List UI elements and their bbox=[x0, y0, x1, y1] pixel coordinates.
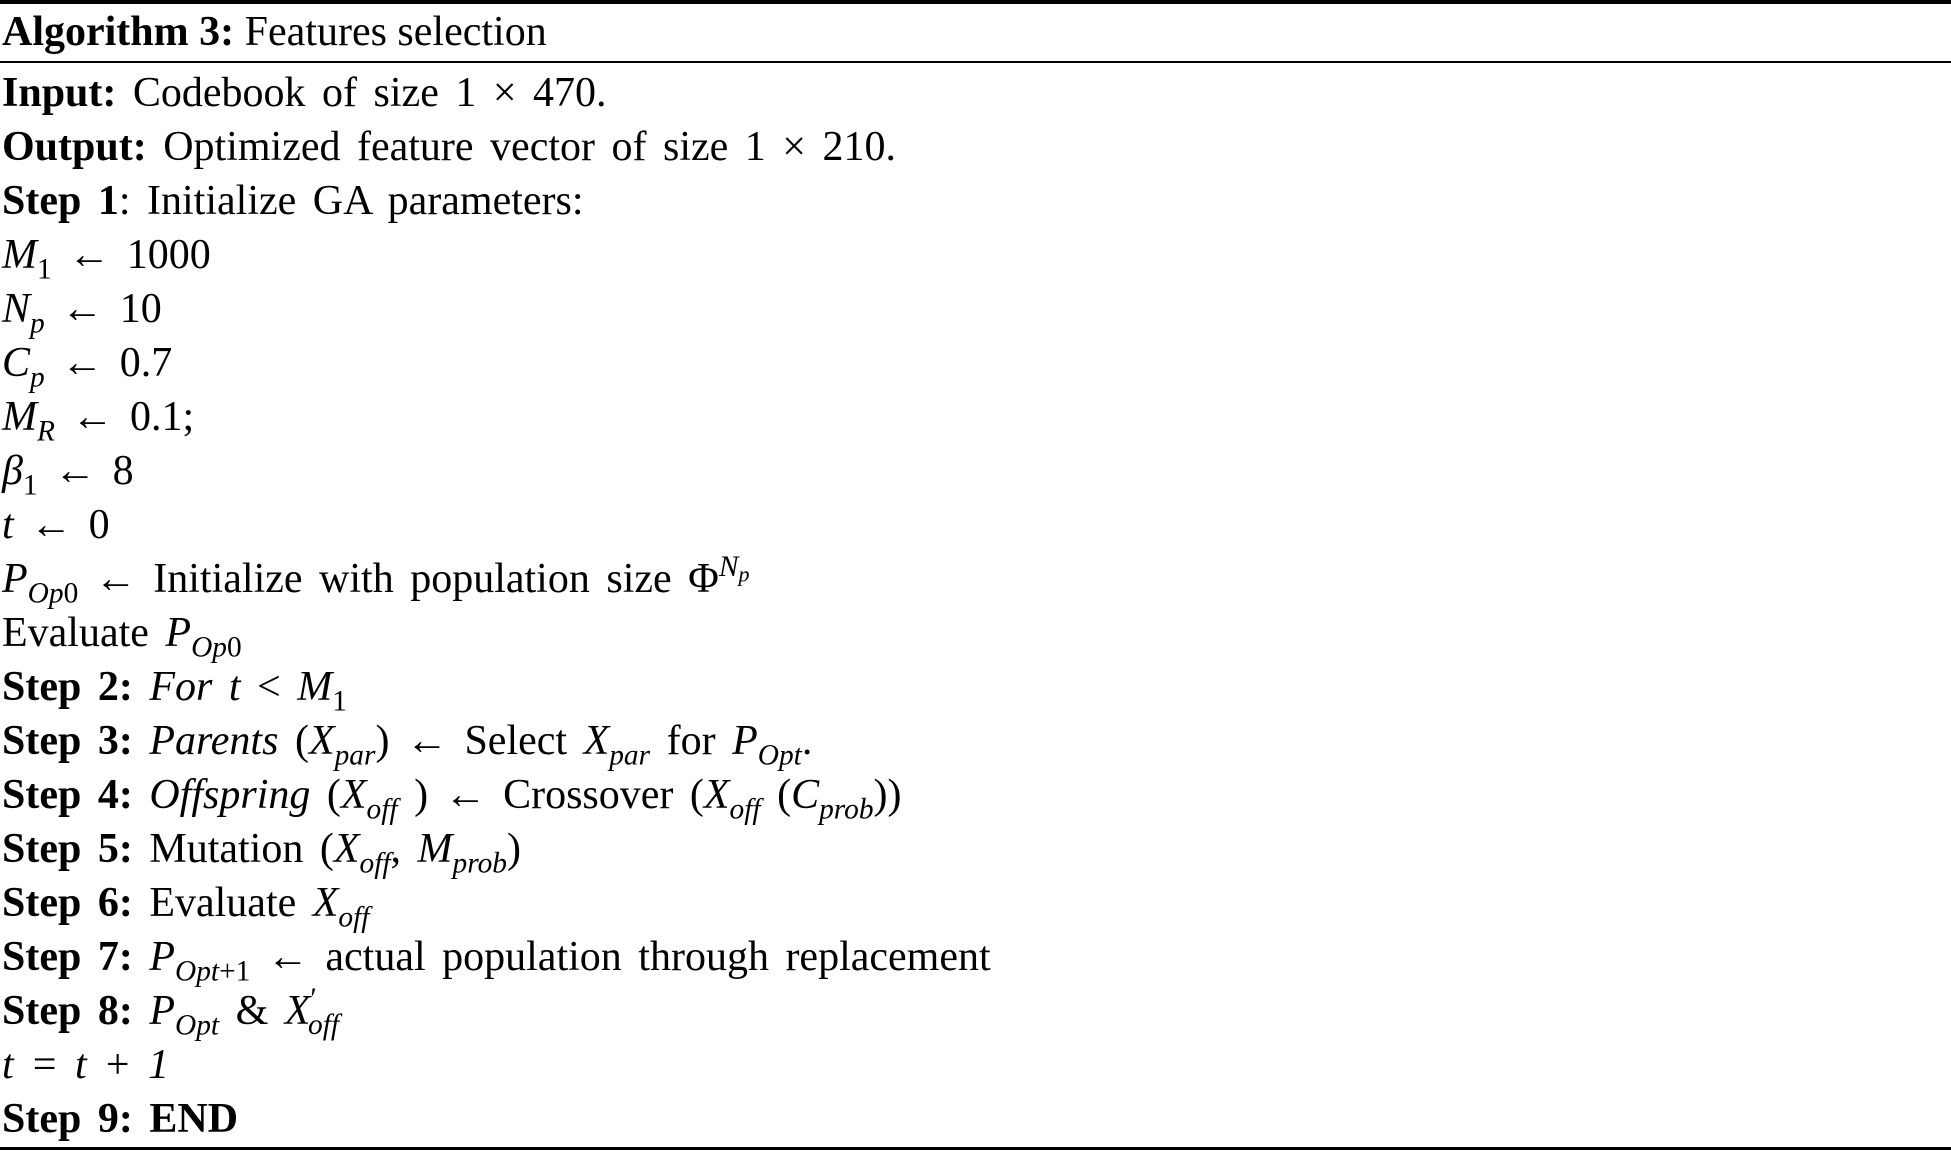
step4-crossover: Crossover bbox=[503, 772, 674, 818]
step6-evaluate: Evaluate bbox=[149, 880, 297, 926]
input-line bbox=[2, 66, 991, 120]
step3-select: Select bbox=[464, 718, 568, 764]
output-line bbox=[2, 120, 991, 174]
param-mr-value: 0.1; bbox=[129, 394, 195, 440]
step7-line: Step 7: $P_{Opt+1}$ ← actual population through replacement bbox=[2, 934, 991, 988]
init-population-text: Initialize with population size Φ bbox=[153, 556, 719, 602]
param-cp-value: 0.7 bbox=[119, 340, 173, 386]
step6-line: Step 6: Evaluate $X_{off}$ bbox=[2, 880, 370, 934]
param-beta-line: $\beta_1$ ← 8 bbox=[2, 448, 134, 502]
param-np-value: 10 bbox=[119, 286, 162, 332]
step9-line bbox=[2, 1092, 991, 1146]
title-rule bbox=[0, 61, 1951, 63]
param-cp-line: $C_p$ ← 0.7 bbox=[2, 340, 173, 394]
step5-label: Step 5: bbox=[2, 826, 133, 872]
algorithm-title: Features selection bbox=[244, 9, 547, 55]
param-np-line: $N_p$ ← 10 bbox=[2, 286, 162, 340]
step8-label: Step 8: bbox=[2, 988, 133, 1034]
param-t-value: 0 bbox=[88, 502, 110, 548]
init-population-line: $P_{Op0}$ ← Initialize with population size $\Phi^{N_p}$ bbox=[2, 550, 750, 610]
step7-label: Step 7: bbox=[2, 934, 133, 980]
update-t-text: t = t + 1 bbox=[2, 1042, 170, 1088]
step1-text: : Initialize GA parameters: bbox=[118, 178, 584, 224]
step4-offspring: Offspring bbox=[149, 772, 311, 818]
step1-line bbox=[2, 174, 991, 228]
algorithm-body bbox=[2, 66, 991, 1146]
evaluate-text: Evaluate bbox=[2, 610, 149, 656]
step2-line: Step 2: For $t < M_1$ bbox=[2, 664, 347, 718]
param-beta-value: 8 bbox=[112, 448, 134, 494]
step9-end: END bbox=[149, 1096, 239, 1142]
step5-line: Step 5: Mutation ($X_{off}$, $M_{prob}$) bbox=[2, 826, 521, 880]
step3-for: for bbox=[666, 718, 716, 764]
step6-label: Step 6: bbox=[2, 880, 133, 926]
step7-text: actual population through replacement bbox=[325, 934, 991, 980]
step9-label: Step 9: bbox=[2, 1096, 133, 1142]
step3-parents: Parents bbox=[149, 718, 279, 764]
update-t-line bbox=[2, 1038, 991, 1092]
param-m1-value: 1000 bbox=[126, 232, 211, 278]
step4-line: Step 4: Offspring ($X_{off}$ ) ← Crossover ($X_{off}$ $(C_{prob})$) bbox=[2, 772, 902, 826]
evaluate-population-line: Evaluate $P_{Op0}$ bbox=[2, 610, 242, 664]
step8-line: Step 8: $P_{Opt}$ & $X'_{off}$ bbox=[2, 982, 340, 1042]
step1-label: Step 1 bbox=[2, 178, 119, 224]
param-m1-line: $M_1$ ← 1000 bbox=[2, 232, 211, 286]
bottom-rule bbox=[0, 1147, 1951, 1150]
param-t-line: t ← 0 bbox=[2, 502, 110, 548]
step2-for: For bbox=[149, 664, 213, 710]
step3-label: Step 3: bbox=[2, 718, 133, 764]
input-label: Input: bbox=[2, 70, 117, 116]
param-mr-line: $M_R$ ← 0.1; bbox=[2, 394, 195, 448]
input-text: Codebook of size 1 × 470. bbox=[132, 70, 607, 116]
step2-label: Step 2: bbox=[2, 664, 133, 710]
output-text: Optimized feature vector of size 1 × 210. bbox=[163, 124, 896, 170]
algorithm-title-row bbox=[2, 4, 547, 61]
output-label: Output: bbox=[2, 124, 147, 170]
step5-mutation: Mutation bbox=[149, 826, 304, 872]
step3-line: Step 3: Parents $(X_{par})$ ← Select $X_{par}$ for $P_{Opt}$. bbox=[2, 718, 813, 772]
algorithm-label: Algorithm 3: bbox=[2, 9, 235, 55]
step4-label: Step 4: bbox=[2, 772, 133, 818]
